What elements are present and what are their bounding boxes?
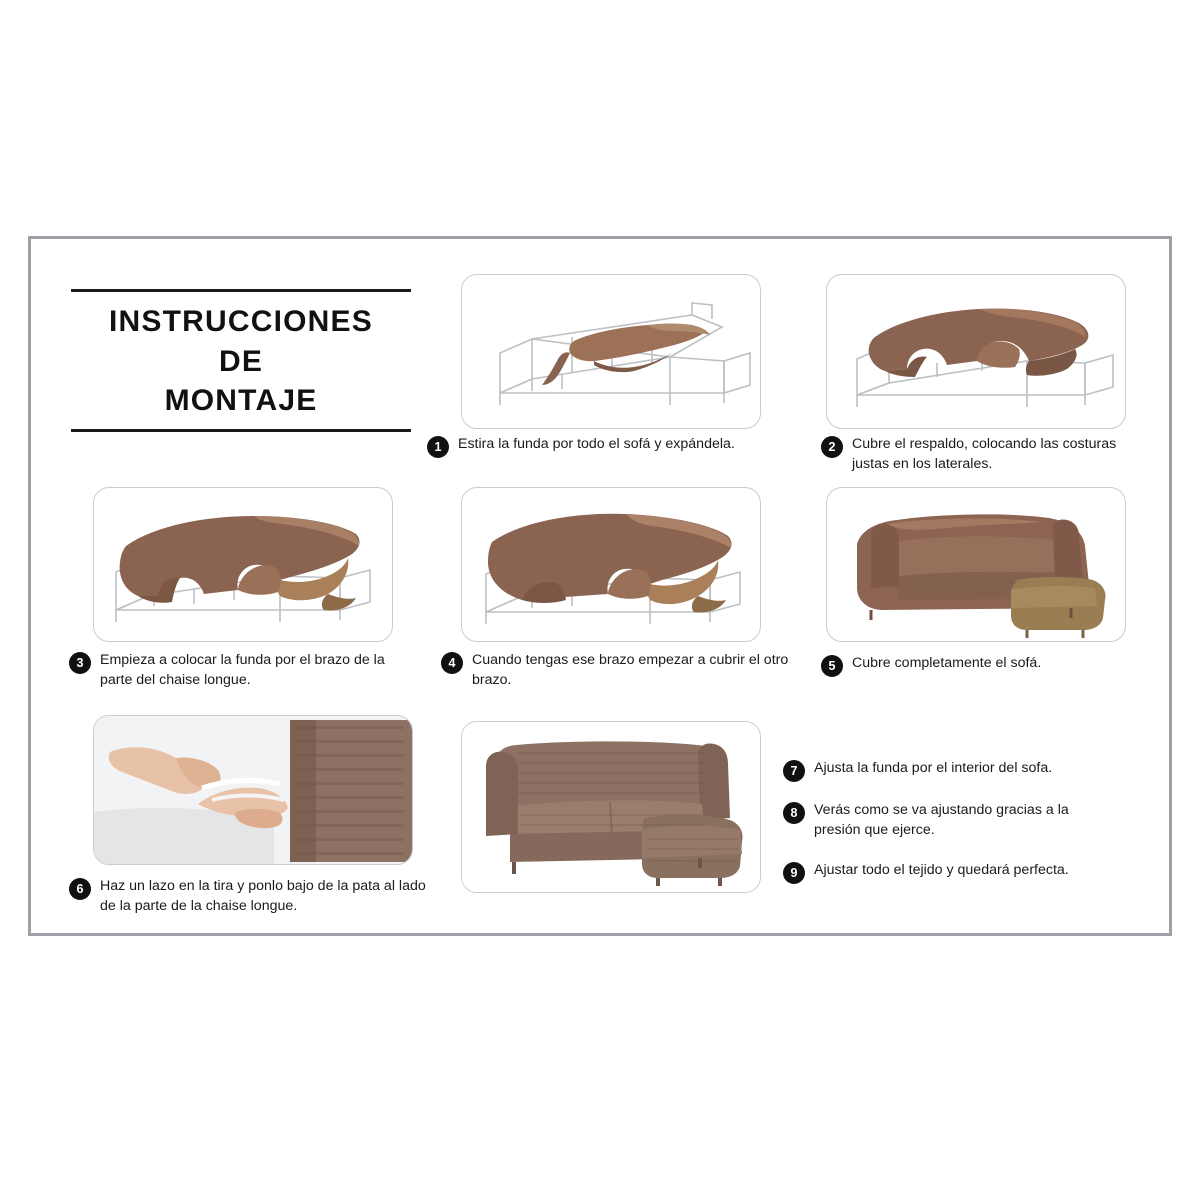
- step-3-illustration: [93, 487, 393, 642]
- step-5-illustration: [826, 487, 1126, 642]
- step-2-illustration: [826, 274, 1126, 429]
- step-9-text: Ajustar todo el tejido y quedará perfecta.: [814, 862, 1069, 878]
- title-line-2: DE: [218, 344, 264, 378]
- step-8-text: Verás como se va ajustando gracias a la presión que ejerce.: [814, 802, 1069, 838]
- step-4-illustration: [461, 487, 761, 642]
- step-5-caption: [821, 654, 1131, 677]
- final-sofa-illustration: [461, 721, 761, 893]
- step-3-caption: [69, 651, 414, 690]
- step-7-caption: [783, 759, 1103, 782]
- step-1-caption: [427, 435, 797, 458]
- step-3-text: Empieza a colocar la funda por el brazo de la parte del chaise longue.: [100, 652, 385, 688]
- step-6-caption: [69, 877, 429, 916]
- step-1-text: Estira la funda por todo el sofá y expándela.: [458, 436, 735, 452]
- step-2-number: 2: [821, 436, 843, 458]
- step-4-caption: [441, 651, 791, 690]
- step-2-caption: [821, 435, 1141, 474]
- step-6-number: 6: [69, 878, 91, 900]
- title-bottom-rule: [71, 429, 411, 432]
- page-title: [71, 289, 411, 432]
- step-9-number: 9: [783, 862, 805, 884]
- title-top-rule: [71, 289, 411, 292]
- step-5-text: Cubre completamente el sofá.: [852, 655, 1042, 671]
- step-1-illustration: [461, 274, 761, 429]
- step-8-number: 8: [783, 802, 805, 824]
- title-line-1: INSTRUCCIONES: [109, 305, 373, 338]
- step-4-text: Cuando tengas ese brazo empezar a cubrir el otro brazo.: [472, 652, 789, 688]
- step-7-text: Ajusta la funda por el interior del sofa.: [814, 760, 1053, 776]
- title-line-3: MONTAJE: [164, 384, 318, 418]
- step-7-number: 7: [783, 760, 805, 782]
- step-8-caption: [783, 801, 1103, 840]
- step-3-number: 3: [69, 652, 91, 674]
- instruction-sheet: [28, 236, 1172, 936]
- step-5-number: 5: [821, 655, 843, 677]
- step-6-illustration: [93, 715, 413, 865]
- step-4-number: 4: [441, 652, 463, 674]
- step-9-caption: [783, 861, 1113, 884]
- step-2-text: Cubre el respaldo, colocando las costuras justas en los laterales.: [852, 436, 1117, 472]
- step-6-text: Haz un lazo en la tira y ponlo bajo de la pata al lado de la parte de la chaise longue.: [100, 878, 426, 914]
- step-1-number: 1: [427, 436, 449, 458]
